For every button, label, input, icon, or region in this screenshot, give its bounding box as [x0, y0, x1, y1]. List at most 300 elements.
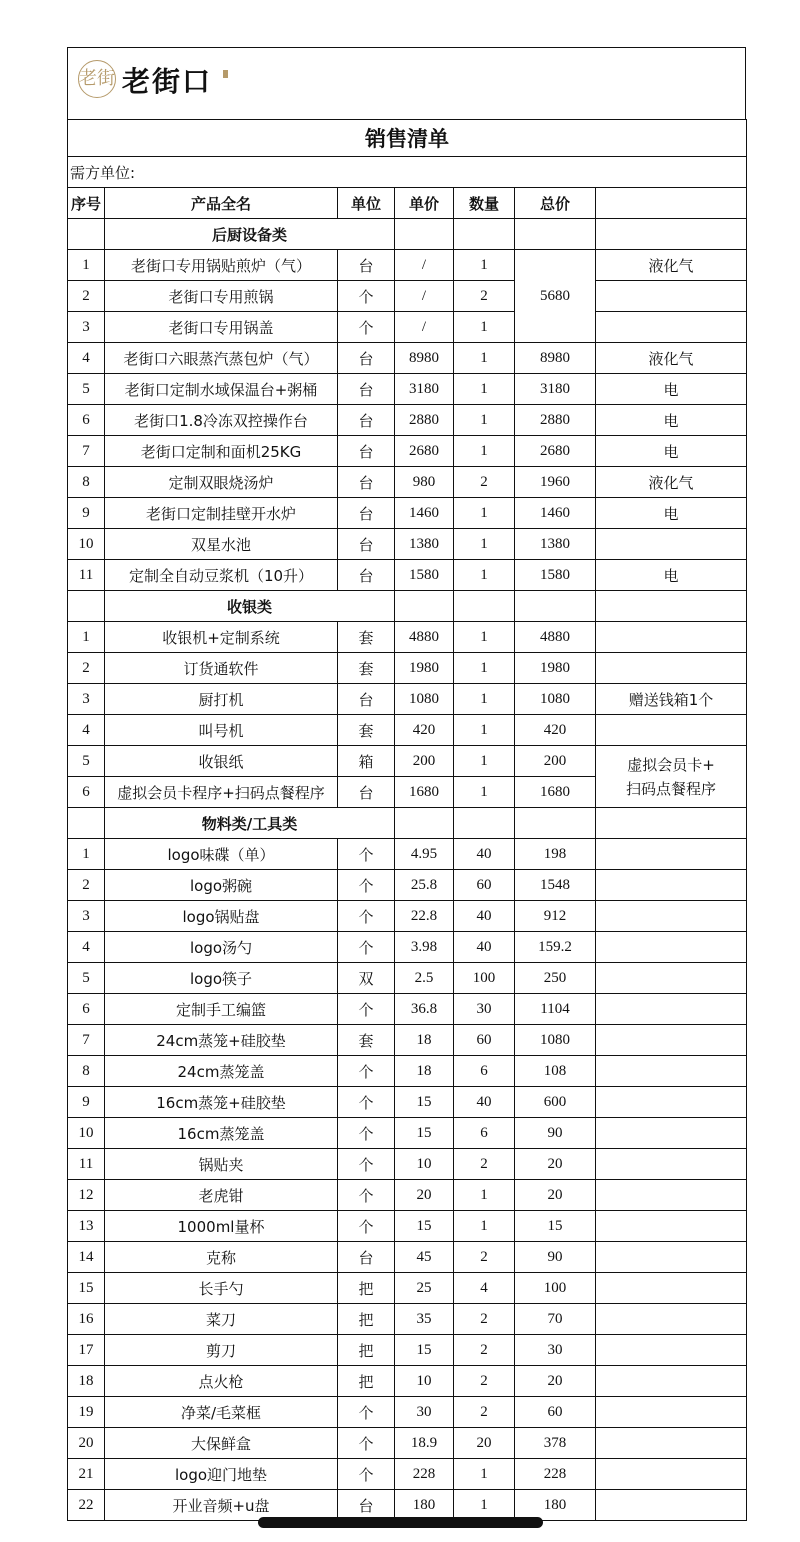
row-qty: 1: [454, 250, 515, 281]
row-note: [596, 529, 747, 560]
row-index: 5: [68, 374, 105, 405]
table-row: [68, 1428, 747, 1459]
row-total: 1380: [515, 529, 596, 560]
row-unit: 个: [338, 994, 395, 1025]
table-row: [68, 1490, 747, 1521]
table-row: [68, 932, 747, 963]
product-name: 老街口1.8冷冻双控操作台: [105, 405, 338, 436]
product-name: 16cm蒸笼+硅胶垫: [105, 1087, 338, 1118]
row-index: 11: [68, 1149, 105, 1180]
row-price: 1680: [395, 777, 454, 808]
product-name: 老虎钳: [105, 1180, 338, 1211]
row-total: 3180: [515, 374, 596, 405]
row-unit: 个: [338, 312, 395, 343]
row-unit: 个: [338, 281, 395, 312]
row-total: 1080: [515, 1025, 596, 1056]
header-unit: 单位: [338, 188, 395, 219]
row-unit: 台: [338, 405, 395, 436]
product-name: 定制手工编篮: [105, 994, 338, 1025]
table-row: [68, 994, 747, 1025]
row-index: 7: [68, 1025, 105, 1056]
row-qty: 40: [454, 839, 515, 870]
row-total: 60: [515, 1397, 596, 1428]
header-index: 序号: [68, 188, 105, 219]
row-total: 200: [515, 746, 596, 777]
table-row: [68, 1118, 747, 1149]
row-note: [596, 281, 747, 312]
row-qty: 60: [454, 1025, 515, 1056]
product-name: logo锅贴盘: [105, 901, 338, 932]
row-index: 4: [68, 932, 105, 963]
row-index: 6: [68, 994, 105, 1025]
row-total: 2680: [515, 436, 596, 467]
row-index: 1: [68, 622, 105, 653]
row-price: 1980: [395, 653, 454, 684]
row-qty: 1: [454, 1180, 515, 1211]
row-qty: 2: [454, 467, 515, 498]
row-qty: 1: [454, 684, 515, 715]
row-note: [596, 839, 747, 870]
redaction-bar: [258, 1517, 543, 1528]
product-name: 16cm蒸笼盖: [105, 1118, 338, 1149]
row-index: 21: [68, 1459, 105, 1490]
section-spacer: [454, 808, 515, 839]
row-note: [596, 1304, 747, 1335]
logo-header: [67, 47, 746, 119]
table-row: [68, 1459, 747, 1490]
row-unit: 台: [338, 250, 395, 281]
product-name: 长手勺: [105, 1273, 338, 1304]
row-index: 3: [68, 901, 105, 932]
row-unit: 台: [338, 343, 395, 374]
row-index: 4: [68, 343, 105, 374]
product-name: 净菜/毛菜框: [105, 1397, 338, 1428]
row-qty: 1: [454, 436, 515, 467]
row-unit: 个: [338, 932, 395, 963]
row-price: 15: [395, 1211, 454, 1242]
product-name: 老街口专用煎锅: [105, 281, 338, 312]
row-total: 912: [515, 901, 596, 932]
row-note: [596, 1149, 747, 1180]
table-row: [68, 312, 747, 343]
row-note: 液化气: [596, 250, 747, 281]
table-row: [68, 1180, 747, 1211]
row-qty: 4: [454, 1273, 515, 1304]
row-price: 2.5: [395, 963, 454, 994]
row-qty: 1: [454, 498, 515, 529]
row-price: 980: [395, 467, 454, 498]
row-index: 12: [68, 1180, 105, 1211]
header-total: 总价: [515, 188, 596, 219]
row-index: 20: [68, 1428, 105, 1459]
row-index: 3: [68, 684, 105, 715]
table-row: [68, 1242, 747, 1273]
table-row: [68, 715, 747, 746]
table-row: [68, 374, 747, 405]
row-price: 1460: [395, 498, 454, 529]
row-index: 10: [68, 1118, 105, 1149]
row-total: 1980: [515, 653, 596, 684]
row-qty: 30: [454, 994, 515, 1025]
row-qty: 1: [454, 746, 515, 777]
row-qty: 1: [454, 343, 515, 374]
product-name: logo筷子: [105, 963, 338, 994]
product-name: 克称: [105, 1242, 338, 1273]
row-price: 200: [395, 746, 454, 777]
row-qty: 1: [454, 405, 515, 436]
table-row: [68, 1397, 747, 1428]
product-name: 老街口定制挂壁开水炉: [105, 498, 338, 529]
row-price: 420: [395, 715, 454, 746]
row-total: 600: [515, 1087, 596, 1118]
row-price: 1580: [395, 560, 454, 591]
row-unit: 箱: [338, 746, 395, 777]
section-row: [68, 591, 747, 622]
row-unit: 个: [338, 839, 395, 870]
section-spacer: [68, 219, 105, 250]
row-note: 电: [596, 374, 747, 405]
row-unit: 双: [338, 963, 395, 994]
row-total: 228: [515, 1459, 596, 1490]
row-index: 16: [68, 1304, 105, 1335]
product-name: 收银纸: [105, 746, 338, 777]
row-qty: 1: [454, 312, 515, 343]
row-unit: 把: [338, 1366, 395, 1397]
row-total: 4880: [515, 622, 596, 653]
table-row: [68, 653, 747, 684]
row-note: 赠送钱箱1个: [596, 684, 747, 715]
row-note: [596, 1180, 747, 1211]
row-qty: 6: [454, 1056, 515, 1087]
section-row: [68, 219, 747, 250]
table-row: [68, 1056, 747, 1087]
product-name: 老街口定制水域保温台+粥桶: [105, 374, 338, 405]
row-qty: 2: [454, 1149, 515, 1180]
row-note: 电: [596, 436, 747, 467]
row-qty: 1: [454, 622, 515, 653]
row-unit: 台: [338, 1490, 395, 1521]
row-index: 8: [68, 1056, 105, 1087]
section-spacer: [596, 219, 747, 250]
row-note: [596, 312, 747, 343]
section-spacer: [515, 808, 596, 839]
table-row: [68, 343, 747, 374]
row-qty: 1: [454, 560, 515, 591]
row-unit: 个: [338, 1428, 395, 1459]
row-note: [596, 1397, 747, 1428]
row-unit: 套: [338, 653, 395, 684]
table-row: [68, 622, 747, 653]
row-note: [596, 1273, 747, 1304]
page-title: 销售清单: [68, 120, 747, 157]
row-unit: 个: [338, 870, 395, 901]
row-unit: 套: [338, 715, 395, 746]
section-spacer: [515, 219, 596, 250]
row-note: 液化气: [596, 467, 747, 498]
product-name: 定制双眼烧汤炉: [105, 467, 338, 498]
row-note: [596, 1242, 747, 1273]
row-qty: 1: [454, 1490, 515, 1521]
row-total: 1460: [515, 498, 596, 529]
row-unit: 把: [338, 1304, 395, 1335]
table-row: [68, 1366, 747, 1397]
row-total: 70: [515, 1304, 596, 1335]
product-name: logo粥碗: [105, 870, 338, 901]
row-unit: 个: [338, 901, 395, 932]
row-price: 8980: [395, 343, 454, 374]
row-price: /: [395, 312, 454, 343]
row-unit: 个: [338, 1118, 395, 1149]
row-note: [596, 1211, 747, 1242]
row-total: 20: [515, 1366, 596, 1397]
brand-mark-icon: [223, 70, 228, 78]
row-note: [596, 653, 747, 684]
row-price: 15: [395, 1118, 454, 1149]
row-price: 3.98: [395, 932, 454, 963]
table-row: [68, 684, 747, 715]
row-price: 3180: [395, 374, 454, 405]
row-unit: 台: [338, 529, 395, 560]
product-name: 老街口专用锅盖: [105, 312, 338, 343]
row-price: 10: [395, 1366, 454, 1397]
product-name: 剪刀: [105, 1335, 338, 1366]
table-row: [68, 529, 747, 560]
row-qty: 40: [454, 1087, 515, 1118]
row-index: 15: [68, 1273, 105, 1304]
row-qty: 1: [454, 653, 515, 684]
section-spacer: [395, 591, 454, 622]
table-row: [68, 498, 747, 529]
row-qty: 2: [454, 1304, 515, 1335]
row-qty: 1: [454, 777, 515, 808]
row-note: 虚拟会员卡+ 扫码点餐程序: [596, 746, 747, 808]
row-total: 250: [515, 963, 596, 994]
product-name: 开业音频+u盘: [105, 1490, 338, 1521]
row-price: 45: [395, 1242, 454, 1273]
row-unit: 台: [338, 777, 395, 808]
product-name: logo味碟（单）: [105, 839, 338, 870]
row-index: 14: [68, 1242, 105, 1273]
section-title: 物料类/工具类: [105, 808, 395, 839]
row-total: 5680: [515, 250, 596, 343]
row-unit: 个: [338, 1087, 395, 1118]
row-total: 1960: [515, 467, 596, 498]
header-note: [596, 188, 747, 219]
sales-table: [67, 119, 747, 1521]
row-price: 2680: [395, 436, 454, 467]
row-note: [596, 1366, 747, 1397]
section-spacer: [395, 219, 454, 250]
row-qty: 2: [454, 1242, 515, 1273]
row-qty: 1: [454, 1459, 515, 1490]
table-row: [68, 1025, 747, 1056]
row-note: [596, 1118, 747, 1149]
row-note: [596, 1335, 747, 1366]
row-total: 1580: [515, 560, 596, 591]
row-qty: 2: [454, 281, 515, 312]
row-note: [596, 1459, 747, 1490]
table-row: [68, 1304, 747, 1335]
row-unit: 个: [338, 1211, 395, 1242]
row-index: 6: [68, 405, 105, 436]
product-name: 叫号机: [105, 715, 338, 746]
product-name: 老街口定制和面机25KG: [105, 436, 338, 467]
row-price: 18.9: [395, 1428, 454, 1459]
row-note: [596, 1490, 747, 1521]
header-name: 产品全名: [105, 188, 338, 219]
row-unit: 台: [338, 1242, 395, 1273]
product-name: 锅贴夹: [105, 1149, 338, 1180]
section-title: 后厨设备类: [105, 219, 395, 250]
row-note: [596, 994, 747, 1025]
row-total: 378: [515, 1428, 596, 1459]
row-note: 电: [596, 405, 747, 436]
row-note: [596, 1428, 747, 1459]
row-qty: 1: [454, 1211, 515, 1242]
table-row: [68, 436, 747, 467]
section-spacer: [68, 808, 105, 839]
row-index: 2: [68, 870, 105, 901]
product-name: 大保鲜盒: [105, 1428, 338, 1459]
table-row: [68, 560, 747, 591]
row-index: 22: [68, 1490, 105, 1521]
row-index: 19: [68, 1397, 105, 1428]
header-qty: 数量: [454, 188, 515, 219]
table-row: [68, 250, 747, 281]
row-price: 18: [395, 1056, 454, 1087]
section-title: 收银类: [105, 591, 395, 622]
row-index: 11: [68, 560, 105, 591]
row-unit: 台: [338, 498, 395, 529]
brand-name: 老街口: [122, 65, 213, 98]
product-name: 24cm蒸笼+硅胶垫: [105, 1025, 338, 1056]
row-price: 15: [395, 1335, 454, 1366]
row-note: 液化气: [596, 343, 747, 374]
row-index: 2: [68, 281, 105, 312]
row-qty: 40: [454, 932, 515, 963]
row-price: 2880: [395, 405, 454, 436]
row-price: 4880: [395, 622, 454, 653]
product-name: 老街口六眼蒸汽蒸包炉（气）: [105, 343, 338, 374]
section-spacer: [596, 808, 747, 839]
row-unit: 台: [338, 467, 395, 498]
row-index: 2: [68, 653, 105, 684]
row-index: 8: [68, 467, 105, 498]
brand-seal-icon: 老街: [78, 60, 116, 98]
row-unit: 个: [338, 1149, 395, 1180]
table-row: [68, 1149, 747, 1180]
section-spacer: [454, 219, 515, 250]
table-row: [68, 839, 747, 870]
row-price: 180: [395, 1490, 454, 1521]
row-qty: 60: [454, 870, 515, 901]
row-total: 1104: [515, 994, 596, 1025]
row-qty: 2: [454, 1397, 515, 1428]
row-total: 90: [515, 1242, 596, 1273]
row-price: 25.8: [395, 870, 454, 901]
row-unit: 台: [338, 684, 395, 715]
section-spacer: [68, 591, 105, 622]
row-index: 1: [68, 839, 105, 870]
row-unit: 个: [338, 1180, 395, 1211]
product-name: logo汤勺: [105, 932, 338, 963]
table-row: [68, 870, 747, 901]
row-qty: 100: [454, 963, 515, 994]
row-index: 7: [68, 436, 105, 467]
section-spacer: [596, 591, 747, 622]
row-unit: 台: [338, 436, 395, 467]
row-total: 100: [515, 1273, 596, 1304]
row-total: 2880: [515, 405, 596, 436]
row-index: 10: [68, 529, 105, 560]
row-unit: 台: [338, 374, 395, 405]
row-qty: 20: [454, 1428, 515, 1459]
row-note: [596, 622, 747, 653]
product-name: 1000ml量杯: [105, 1211, 338, 1242]
section-spacer: [515, 591, 596, 622]
header-price: 单价: [395, 188, 454, 219]
section-spacer: [454, 591, 515, 622]
table-row: [68, 1335, 747, 1366]
product-name: 定制全自动豆浆机（10升）: [105, 560, 338, 591]
row-index: 9: [68, 1087, 105, 1118]
row-total: 30: [515, 1335, 596, 1366]
row-index: 13: [68, 1211, 105, 1242]
row-note: [596, 932, 747, 963]
row-qty: 1: [454, 715, 515, 746]
row-total: 20: [515, 1180, 596, 1211]
product-name: 老街口专用锅贴煎炉（气）: [105, 250, 338, 281]
row-note: [596, 870, 747, 901]
row-unit: 台: [338, 560, 395, 591]
row-note: [596, 1056, 747, 1087]
header-row: [68, 188, 747, 219]
row-price: 1380: [395, 529, 454, 560]
table-row: [68, 467, 747, 498]
row-total: 90: [515, 1118, 596, 1149]
table-row: [68, 746, 747, 777]
row-index: 3: [68, 312, 105, 343]
table-row: [68, 963, 747, 994]
product-name: 24cm蒸笼盖: [105, 1056, 338, 1087]
table-row: [68, 1273, 747, 1304]
table-row: [68, 1211, 747, 1242]
row-index: 1: [68, 250, 105, 281]
row-unit: 个: [338, 1397, 395, 1428]
row-total: 1080: [515, 684, 596, 715]
product-name: 厨打机: [105, 684, 338, 715]
row-total: 159.2: [515, 932, 596, 963]
row-index: 4: [68, 715, 105, 746]
row-price: 22.8: [395, 901, 454, 932]
row-qty: 2: [454, 1335, 515, 1366]
row-price: 20: [395, 1180, 454, 1211]
product-name: 收银机+定制系统: [105, 622, 338, 653]
row-price: /: [395, 281, 454, 312]
row-total: 1548: [515, 870, 596, 901]
row-total: 180: [515, 1490, 596, 1521]
table-row: [68, 1087, 747, 1118]
row-note: [596, 715, 747, 746]
table-row: [68, 405, 747, 436]
row-index: 5: [68, 963, 105, 994]
row-total: 15: [515, 1211, 596, 1242]
row-price: 1080: [395, 684, 454, 715]
row-price: 30: [395, 1397, 454, 1428]
product-name: 虚拟会员卡程序+扫码点餐程序: [105, 777, 338, 808]
row-unit: 个: [338, 1459, 395, 1490]
section-row: [68, 808, 747, 839]
